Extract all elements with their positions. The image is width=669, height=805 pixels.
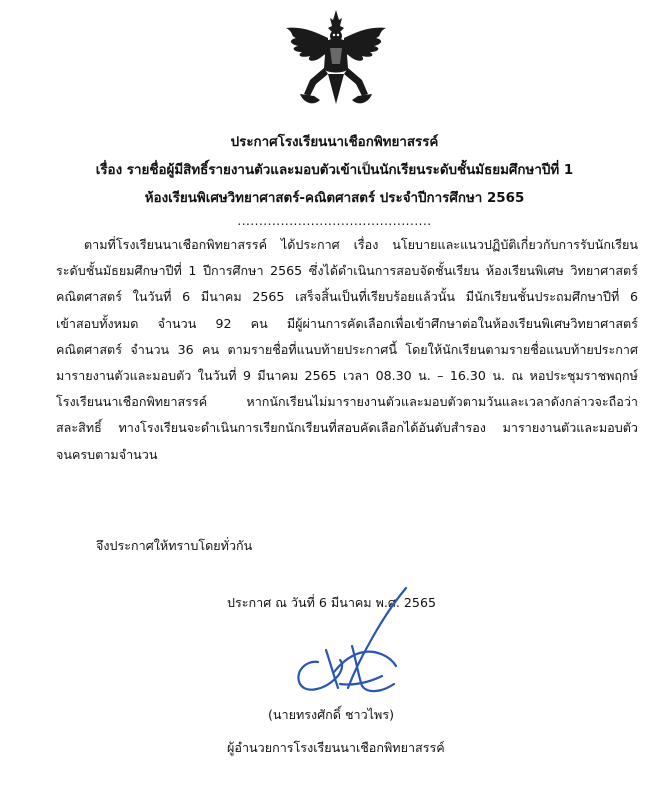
separator-dots: .............................................	[237, 214, 432, 228]
signature-mark	[278, 580, 418, 705]
body-line: เข้าสอบทั้งหมด จำนวน 92 คน มีผู้ผ่านการคัดเลือกเพื่อเข้าศึกษาต่อในห้องเรียนพิเศษวิทยาศาสตร์	[56, 315, 638, 331]
body-line: มารายงานตัวและมอบตัว ในวันที่ 9 มีนาคม 2565 เวลา 08.30 น. – 16.30 น. ณ หอประชุมราชพฤกษ์	[56, 367, 638, 383]
announcement-subject: เรื่อง รายชื่อผู้มีสิทธิ์รายงานตัวและมอบตัวเข้าเป็นนักเรียนระดับชั้นมัธยมศึกษาปีที่ 1	[95, 163, 574, 178]
body-line: สละสิทธิ์ ทางโรงเรียนจะดำเนินการเรียกนักเรียนที่สอบคัดเลือกได้อันดับสำรอง มารายงานตัวและมอบตัว	[56, 420, 638, 436]
body-line: ระดับชั้นมัธยมศึกษาปีที่ 1 ปีการศึกษา 2565 ซึ่งได้ดำเนินการสอบจัดชั้นเรียน ห้องเรียนพิเศษ วิทยาศาสตร์	[56, 263, 638, 279]
signer-name: (นายทรงศักดิ์ ชาวไพร)	[268, 707, 394, 722]
announcement-title: ประกาศโรงเรียนนาเชือกพิทยาสรรค์	[230, 135, 439, 150]
body-line: จนครบตามจำนวน	[56, 446, 158, 462]
garuda-emblem-icon	[280, 8, 392, 110]
closing-statement: จึงประกาศให้ทราบโดยทั่วกัน	[96, 538, 253, 553]
body-line: ตามที่โรงเรียนนาเชือกพิทยาสรรค์ ได้ประกาศ เรื่อง นโยบายและแนวปฏิบัติเกี่ยวกับการรับนักเรียน	[84, 237, 638, 252]
body-line: คณิตศาสตร์ ในวันที่ 6 มีนาคม 2565 เสร็จสิ้นเป็นที่เรียบร้อยแล้วนั้น มีนักเรียนชั้นประถมศึกษาปีที่ 6	[56, 289, 638, 305]
announcement-program: ห้องเรียนพิเศษวิทยาศาสตร์-คณิตศาสตร์ ประจำปีการศึกษา 2565	[144, 191, 525, 206]
signer-position: ผู้อำนวยการโรงเรียนนาเชือกพิทยาสรรค์	[227, 740, 445, 755]
body-line: โรงเรียนนาเชือกพิทยาสรรค์ หากนักเรียนไม่มารายงานตัวและมอบตัวตามวันและเวลาดังกล่าวจะถือว่า	[56, 394, 638, 410]
body-line: คณิตศาสตร์ จำนวน 36 คน ตามรายชื่อที่แนบท้ายประกาศนี้ โดยให้นักเรียนตามรายชื่อแนบท้ายประกาศ	[56, 341, 638, 357]
announcement-date: ประกาศ ณ วันที่ 6 มีนาคม พ.ศ. 2565	[227, 595, 436, 610]
announcement-body	[56, 232, 638, 468]
